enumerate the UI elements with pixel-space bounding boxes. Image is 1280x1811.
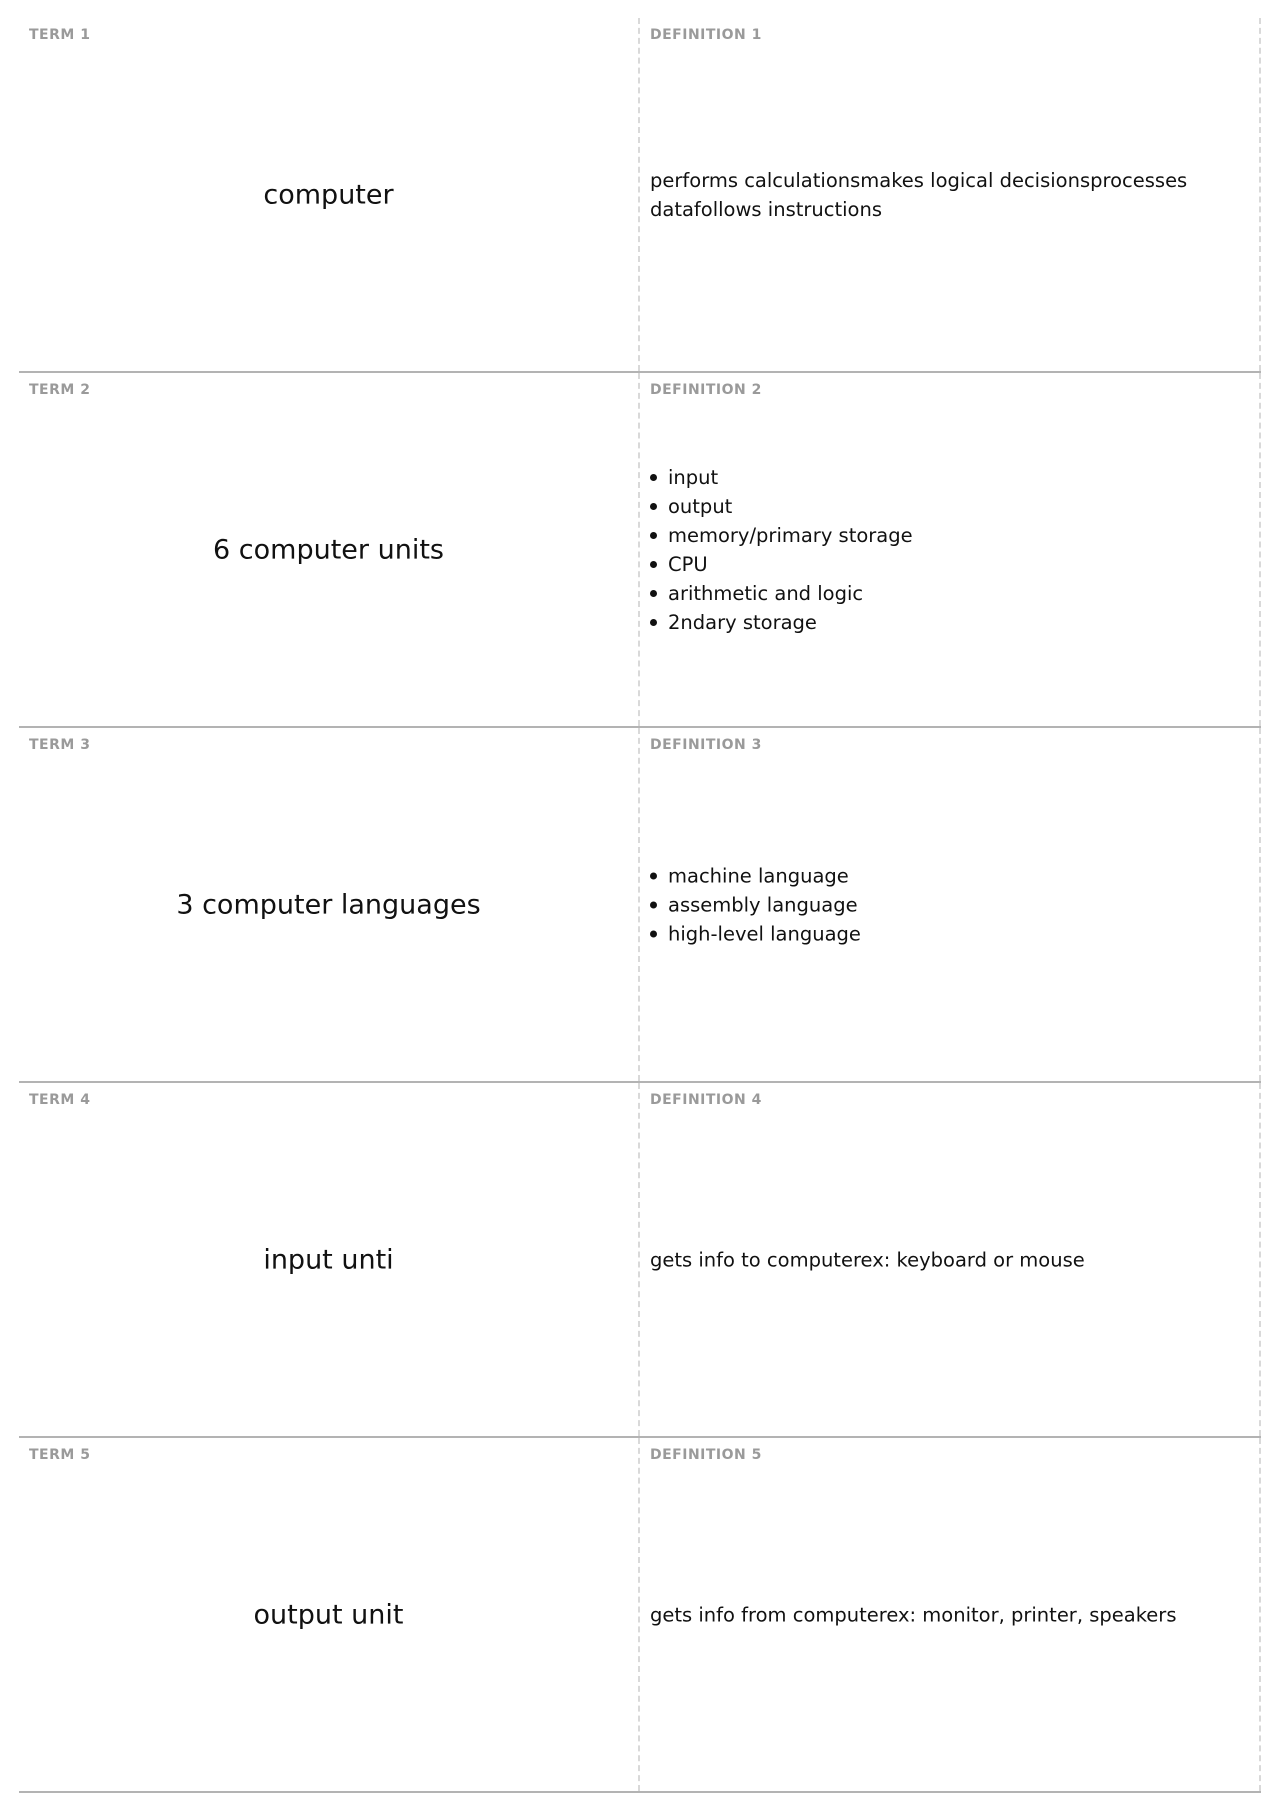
term-cell bbox=[19, 1083, 640, 1436]
definition-list-item: high-level language bbox=[650, 919, 1239, 948]
term-cell bbox=[19, 1438, 640, 1791]
term-text: computer bbox=[263, 179, 394, 210]
flashcard-row bbox=[19, 373, 1261, 728]
term-text: 3 computer languages bbox=[176, 889, 481, 920]
definition-cell bbox=[640, 1083, 1261, 1436]
definition-cell bbox=[640, 728, 1261, 1081]
term-label: TERM 2 bbox=[29, 382, 91, 398]
definition-body bbox=[650, 1600, 1239, 1629]
term-label: TERM 4 bbox=[29, 1092, 91, 1108]
term-text: output unit bbox=[253, 1599, 404, 1630]
definition-label: DEFINITION 5 bbox=[650, 1447, 762, 1463]
definition-list bbox=[650, 861, 1239, 948]
term-label: TERM 1 bbox=[29, 27, 91, 43]
flashcard-row bbox=[19, 1438, 1261, 1793]
term-cell bbox=[19, 373, 640, 726]
definition-cell bbox=[640, 373, 1261, 726]
definition-cell bbox=[640, 1438, 1261, 1791]
definition-body bbox=[650, 166, 1239, 224]
definition-list-item: CPU bbox=[650, 550, 1239, 579]
flashcard-row bbox=[19, 728, 1261, 1083]
definition-text: gets info from computerex: monitor, printer, speakers bbox=[650, 1603, 1177, 1626]
definition-cell bbox=[640, 18, 1261, 371]
definition-body bbox=[650, 463, 1239, 637]
definition-list bbox=[650, 463, 1239, 637]
definition-list-item: input bbox=[650, 463, 1239, 492]
flashcard-sheet bbox=[19, 18, 1261, 1793]
definition-label: DEFINITION 2 bbox=[650, 382, 762, 398]
flashcard-row bbox=[19, 1083, 1261, 1438]
definition-list-item: arithmetic and logic bbox=[650, 579, 1239, 608]
term-text: 6 computer units bbox=[213, 534, 444, 565]
definition-text: gets info to computerex: keyboard or mouse bbox=[650, 1248, 1085, 1271]
definition-list-item: 2ndary storage bbox=[650, 608, 1239, 637]
definition-label: DEFINITION 3 bbox=[650, 737, 762, 753]
term-cell bbox=[19, 18, 640, 371]
definition-list-item: machine language bbox=[650, 861, 1239, 890]
definition-label: DEFINITION 1 bbox=[650, 27, 762, 43]
definition-text: performs calculationsmakes logical decisionsprocesses datafollows instructions bbox=[650, 168, 1188, 221]
definition-body bbox=[650, 1245, 1239, 1274]
definition-list-item: memory/primary storage bbox=[650, 521, 1239, 550]
term-label: TERM 3 bbox=[29, 737, 91, 753]
definition-label: DEFINITION 4 bbox=[650, 1092, 762, 1108]
flashcard-row bbox=[19, 18, 1261, 373]
term-text: input unti bbox=[263, 1244, 394, 1275]
definition-list-item: output bbox=[650, 492, 1239, 521]
term-label: TERM 5 bbox=[29, 1447, 91, 1463]
term-cell bbox=[19, 728, 640, 1081]
definition-list-item: assembly language bbox=[650, 890, 1239, 919]
definition-body bbox=[650, 861, 1239, 948]
